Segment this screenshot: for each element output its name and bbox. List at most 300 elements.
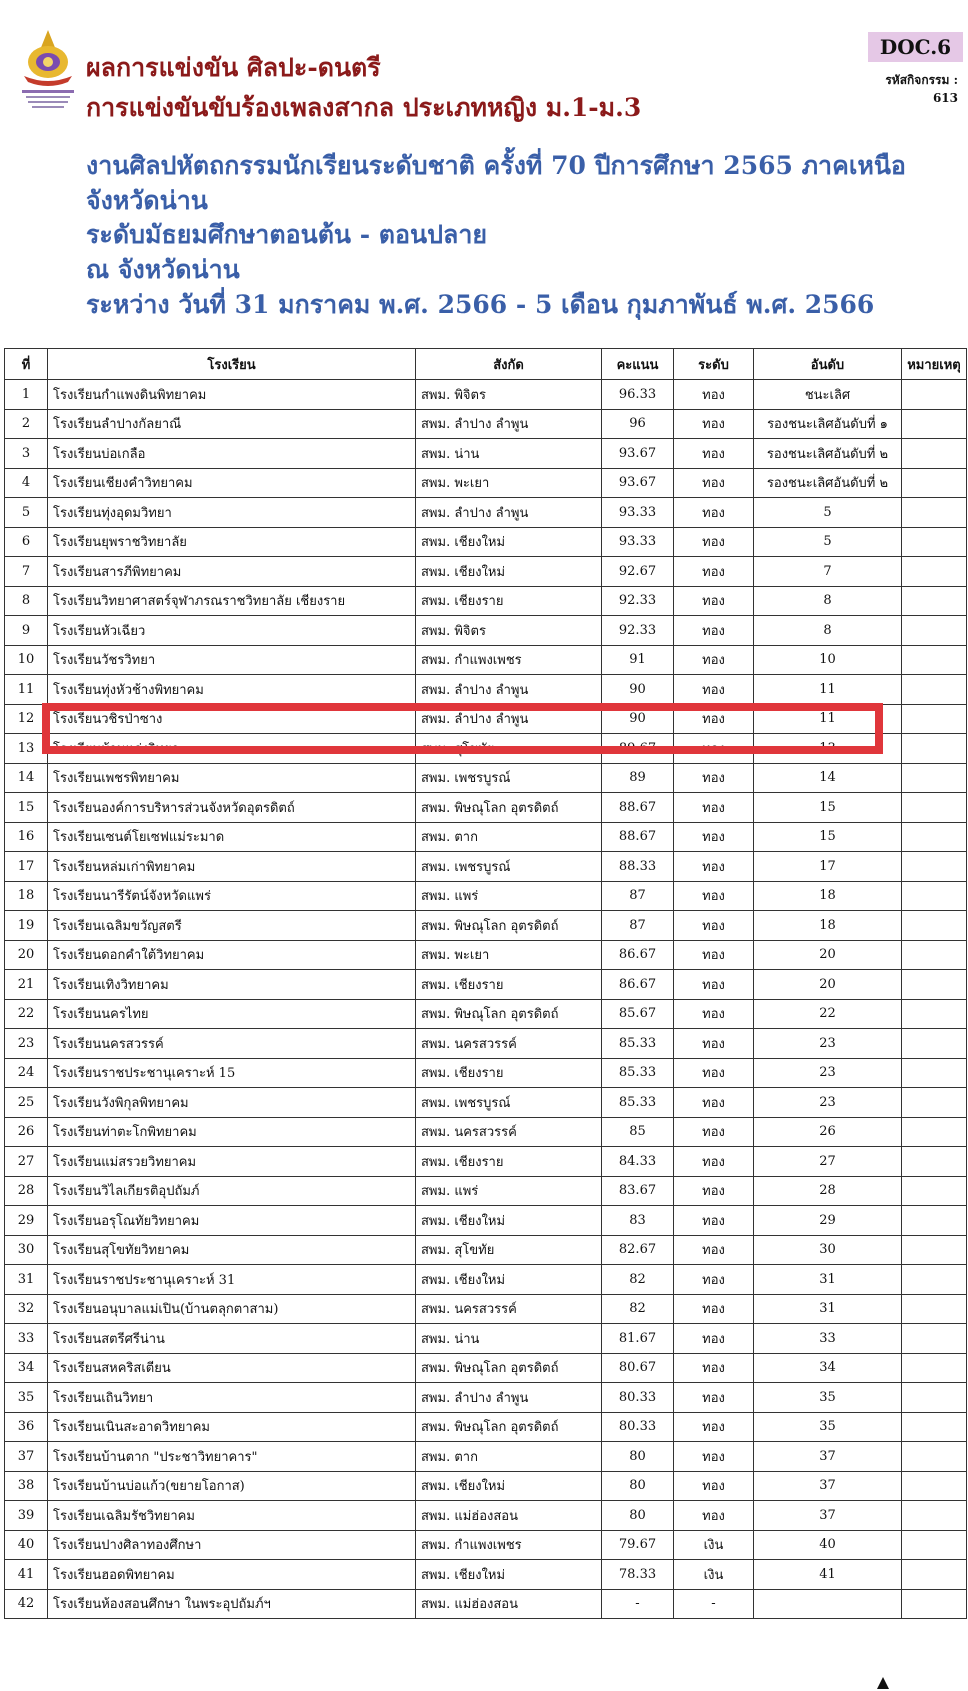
cell-level: ทอง bbox=[674, 1294, 754, 1324]
cell-level: ทอง bbox=[674, 793, 754, 823]
cell-remark bbox=[902, 704, 967, 734]
cell-level: ทอง bbox=[674, 1412, 754, 1442]
cell-level: ทอง bbox=[674, 999, 754, 1029]
cell-school: โรงเรียนบ้านบ่อแก้ว(ขยายโอกาส) bbox=[48, 1471, 416, 1501]
cell-no: 35 bbox=[5, 1383, 48, 1413]
cell-rank: 17 bbox=[754, 852, 902, 882]
cell-remark bbox=[902, 1471, 967, 1501]
cell-score: 86.67 bbox=[602, 940, 674, 970]
table-row bbox=[5, 1176, 967, 1206]
cell-remark bbox=[902, 911, 967, 941]
cell-no: 11 bbox=[5, 675, 48, 705]
cell-school: โรงเรียนเถินวิทยา bbox=[48, 1383, 416, 1413]
cell-school: โรงเรียนอรุโณทัยวิทยาคม bbox=[48, 1206, 416, 1236]
cell-level: ทอง bbox=[674, 704, 754, 734]
cell-no: 26 bbox=[5, 1117, 48, 1147]
cell-remark bbox=[902, 763, 967, 793]
cell-level: ทอง bbox=[674, 1471, 754, 1501]
cell-school: โรงเรียนเนินสะอาดวิทยาคม bbox=[48, 1412, 416, 1442]
table-row bbox=[5, 527, 967, 557]
cell-level: ทอง bbox=[674, 498, 754, 528]
cell-affiliation: สพม. ลำปาง ลำพูน bbox=[416, 704, 602, 734]
table-row bbox=[5, 793, 967, 823]
cell-remark bbox=[902, 1147, 967, 1177]
cell-no: 7 bbox=[5, 557, 48, 587]
cell-school: โรงเรียนนครสวรรค์ bbox=[48, 1029, 416, 1059]
table-row bbox=[5, 380, 967, 410]
cell-rank: 37 bbox=[754, 1471, 902, 1501]
cell-level: ทอง bbox=[674, 439, 754, 469]
cell-affiliation: สพม. นครสวรรค์ bbox=[416, 1117, 602, 1147]
cell-level: ทอง bbox=[674, 1383, 754, 1413]
cell-school: โรงเรียนราชประชานุเคราะห์ 31 bbox=[48, 1265, 416, 1295]
cell-no: 39 bbox=[5, 1501, 48, 1531]
cell-score: 93.33 bbox=[602, 498, 674, 528]
cell-affiliation: สพม. น่าน bbox=[416, 439, 602, 469]
cell-remark bbox=[902, 793, 967, 823]
cell-remark bbox=[902, 940, 967, 970]
cell-rank: 26 bbox=[754, 1117, 902, 1147]
cell-affiliation: สพม. เพชรบูรณ์ bbox=[416, 1088, 602, 1118]
cell-rank: รองชนะเลิศอันดับที่ ๒ bbox=[754, 468, 902, 498]
table-row bbox=[5, 498, 967, 528]
cell-level: - bbox=[674, 1589, 754, 1619]
col-header-remark: หมายเหตุ bbox=[902, 349, 967, 380]
cell-rank: 10 bbox=[754, 645, 902, 675]
cell-affiliation: สพม. พิษณุโลก อุตรดิตถ์ bbox=[416, 1353, 602, 1383]
cell-affiliation: สพม. นครสวรรค์ bbox=[416, 1294, 602, 1324]
table-row bbox=[5, 1530, 967, 1560]
table-row bbox=[5, 409, 967, 439]
cell-remark bbox=[902, 1530, 967, 1560]
cell-rank: 35 bbox=[754, 1383, 902, 1413]
cell-score: 92.67 bbox=[602, 557, 674, 587]
cell-affiliation: สพม. กำแพงเพชร bbox=[416, 645, 602, 675]
cell-affiliation: สพม. แม่ฮ่องสอน bbox=[416, 1589, 602, 1619]
cell-no: 16 bbox=[5, 822, 48, 852]
cell-no: 17 bbox=[5, 852, 48, 882]
cell-remark bbox=[902, 557, 967, 587]
cell-rank: 30 bbox=[754, 1235, 902, 1265]
cell-affiliation: สพม. พิษณุโลก อุตรดิตถ์ bbox=[416, 793, 602, 823]
table-row bbox=[5, 468, 967, 498]
cell-level: ทอง bbox=[674, 645, 754, 675]
cell-affiliation: สพม. ตาก bbox=[416, 822, 602, 852]
cell-score: 93.67 bbox=[602, 439, 674, 469]
table-row bbox=[5, 1147, 967, 1177]
col-header-affiliation: สังกัด bbox=[416, 349, 602, 380]
cell-rank: 5 bbox=[754, 498, 902, 528]
cell-level: ทอง bbox=[674, 380, 754, 410]
cell-level: ทอง bbox=[674, 409, 754, 439]
cell-school: โรงเรียนเชียงคำวิทยาคม bbox=[48, 468, 416, 498]
event-province: จังหวัดน่าน bbox=[86, 186, 208, 215]
cell-no: 36 bbox=[5, 1412, 48, 1442]
cell-affiliation: สพม. เชียงราย bbox=[416, 586, 602, 616]
cell-score: - bbox=[602, 1589, 674, 1619]
cell-no: 12 bbox=[5, 704, 48, 734]
cell-affiliation: สพม. พิษณุโลก อุตรดิตถ์ bbox=[416, 999, 602, 1029]
cell-school: โรงเรียนเฉลิมขวัญสตรี bbox=[48, 911, 416, 941]
cell-affiliation: สพม. เพชรบูรณ์ bbox=[416, 852, 602, 882]
table-row bbox=[5, 1353, 967, 1383]
cell-affiliation: สพม. พิษณุโลก อุตรดิตถ์ bbox=[416, 1412, 602, 1442]
cell-school: โรงเรียนหล่มเก่าพิทยาคม bbox=[48, 852, 416, 882]
cell-remark bbox=[902, 1088, 967, 1118]
cell-affiliation: สพม. เชียงใหม่ bbox=[416, 1560, 602, 1590]
cell-rank: 29 bbox=[754, 1206, 902, 1236]
cell-remark bbox=[902, 586, 967, 616]
cell-score: 80 bbox=[602, 1471, 674, 1501]
cell-score: 85.67 bbox=[602, 999, 674, 1029]
table-row bbox=[5, 1324, 967, 1354]
cell-affiliation: สพม. ลำปาง ลำพูน bbox=[416, 498, 602, 528]
cell-score: 85.33 bbox=[602, 1029, 674, 1059]
cell-score: 89.67 bbox=[602, 734, 674, 764]
cell-no: 8 bbox=[5, 586, 48, 616]
cell-rank: 8 bbox=[754, 586, 902, 616]
cell-level: ทอง bbox=[674, 1501, 754, 1531]
table-row bbox=[5, 881, 967, 911]
table-row bbox=[5, 1294, 967, 1324]
cell-level: ทอง bbox=[674, 1058, 754, 1088]
cell-no: 40 bbox=[5, 1530, 48, 1560]
cell-affiliation: สพม. พะเยา bbox=[416, 940, 602, 970]
cell-rank: ชนะเลิศ bbox=[754, 380, 902, 410]
table-row bbox=[5, 1560, 967, 1590]
cell-level: ทอง bbox=[674, 970, 754, 1000]
cell-school: โรงเรียนราชประชานุเคราะห์ 15 bbox=[48, 1058, 416, 1088]
cell-school: โรงเรียนบ้านตาก "ประชาวิทยาคาร" bbox=[48, 1442, 416, 1472]
table-row bbox=[5, 763, 967, 793]
table-row bbox=[5, 616, 967, 646]
cell-score: 88.67 bbox=[602, 793, 674, 823]
corner-arrow-icon bbox=[876, 1676, 890, 1690]
cell-level: ทอง bbox=[674, 1176, 754, 1206]
cell-remark bbox=[902, 1294, 967, 1324]
cell-school: โรงเรียนกำแพงดินพิทยาคม bbox=[48, 380, 416, 410]
cell-school: โรงเรียนวังพิกุลพิทยาคม bbox=[48, 1088, 416, 1118]
table-row bbox=[5, 1029, 967, 1059]
table-row bbox=[5, 1058, 967, 1088]
cell-rank: 35 bbox=[754, 1412, 902, 1442]
cell-level: ทอง bbox=[674, 1147, 754, 1177]
cell-level: ทอง bbox=[674, 1235, 754, 1265]
cell-score: 82.67 bbox=[602, 1235, 674, 1265]
cell-affiliation: สพม. ลำปาง ลำพูน bbox=[416, 1383, 602, 1413]
cell-rank: 15 bbox=[754, 793, 902, 823]
cell-rank: 31 bbox=[754, 1294, 902, 1324]
cell-score: 78.33 bbox=[602, 1560, 674, 1590]
cell-remark bbox=[902, 1442, 967, 1472]
cell-no: 38 bbox=[5, 1471, 48, 1501]
cell-score: 83.67 bbox=[602, 1176, 674, 1206]
cell-no: 41 bbox=[5, 1560, 48, 1590]
table-row bbox=[5, 1442, 967, 1472]
cell-remark bbox=[902, 1353, 967, 1383]
cell-school: โรงเรียนลำปางกัลยาณี bbox=[48, 409, 416, 439]
cell-no: 22 bbox=[5, 999, 48, 1029]
table-row bbox=[5, 999, 967, 1029]
event-dates: ระหว่าง วันที่ 31 มกราคม พ.ศ. 2566 - 5 เดือน กุมภาพันธ์ พ.ศ. 2566 bbox=[86, 290, 875, 319]
cell-school: โรงเรียนวิไลเกียรติอุปถัมภ์ bbox=[48, 1176, 416, 1206]
cell-affiliation: สพม. พิจิตร bbox=[416, 380, 602, 410]
highlight-box bbox=[42, 703, 883, 754]
cell-rank: 7 bbox=[754, 557, 902, 587]
col-header-score: คะแนน bbox=[602, 349, 674, 380]
cell-remark bbox=[902, 1206, 967, 1236]
cell-affiliation: สพม. เชียงราย bbox=[416, 1147, 602, 1177]
cell-school: โรงเรียนนารีรัตน์จังหวัดแพร่ bbox=[48, 881, 416, 911]
table-row bbox=[5, 822, 967, 852]
cell-school: โรงเรียนแม่สรวยวิทยาคม bbox=[48, 1147, 416, 1177]
cell-rank bbox=[754, 1589, 902, 1619]
cell-rank: 34 bbox=[754, 1353, 902, 1383]
cell-rank: 18 bbox=[754, 911, 902, 941]
cell-level: ทอง bbox=[674, 763, 754, 793]
cell-school: โรงเรียนสารภีพิทยาคม bbox=[48, 557, 416, 587]
cell-rank: 33 bbox=[754, 1324, 902, 1354]
results-table bbox=[4, 348, 967, 1619]
cell-school: โรงเรียนวชิรป่าซาง bbox=[48, 704, 416, 734]
cell-remark bbox=[902, 1117, 967, 1147]
cell-affiliation: สพม. แพร่ bbox=[416, 881, 602, 911]
table-row bbox=[5, 852, 967, 882]
cell-level: เงิน bbox=[674, 1560, 754, 1590]
cell-school: โรงเรียนวัชรวิทยา bbox=[48, 645, 416, 675]
cell-rank: 15 bbox=[754, 822, 902, 852]
cell-no: 19 bbox=[5, 911, 48, 941]
cell-no: 27 bbox=[5, 1147, 48, 1177]
activity-code-value: 613 bbox=[932, 91, 958, 105]
cell-level: ทอง bbox=[674, 911, 754, 941]
cell-no: 28 bbox=[5, 1176, 48, 1206]
cell-no: 42 bbox=[5, 1589, 48, 1619]
cell-school: โรงเรียนดอกคำใต้วิทยาคม bbox=[48, 940, 416, 970]
cell-score: 96 bbox=[602, 409, 674, 439]
cell-score: 85.33 bbox=[602, 1088, 674, 1118]
cell-school: โรงเรียนสตรีศรีน่าน bbox=[48, 1324, 416, 1354]
cell-level: ทอง bbox=[674, 616, 754, 646]
cell-remark bbox=[902, 616, 967, 646]
cell-score: 87 bbox=[602, 911, 674, 941]
cell-remark bbox=[902, 498, 967, 528]
col-header-no: ที่ bbox=[5, 349, 48, 380]
table-row bbox=[5, 1235, 967, 1265]
cell-score: 79.67 bbox=[602, 1530, 674, 1560]
cell-level: ทอง bbox=[674, 1442, 754, 1472]
table-row bbox=[5, 645, 967, 675]
cell-no: 33 bbox=[5, 1324, 48, 1354]
table-row bbox=[5, 439, 967, 469]
cell-remark bbox=[902, 1265, 967, 1295]
col-header-level: ระดับ bbox=[674, 349, 754, 380]
cell-score: 80 bbox=[602, 1442, 674, 1472]
cell-remark bbox=[902, 380, 967, 410]
cell-level: ทอง bbox=[674, 675, 754, 705]
table-row bbox=[5, 1471, 967, 1501]
cell-no: 15 bbox=[5, 793, 48, 823]
cell-rank: รองชนะเลิศอันดับที่ ๒ bbox=[754, 439, 902, 469]
cell-affiliation: สพม. เชียงราย bbox=[416, 970, 602, 1000]
cell-remark bbox=[902, 1501, 967, 1531]
cell-affiliation: สพม. เพชรบูรณ์ bbox=[416, 763, 602, 793]
cell-affiliation: สพม. กำแพงเพชร bbox=[416, 1530, 602, 1560]
cell-no: 25 bbox=[5, 1088, 48, 1118]
emblem-logo-icon bbox=[14, 28, 82, 112]
cell-school: โรงเรียนยุพราชวิทยาลัย bbox=[48, 527, 416, 557]
cell-level: ทอง bbox=[674, 734, 754, 764]
cell-level: เงิน bbox=[674, 1530, 754, 1560]
cell-level: ทอง bbox=[674, 468, 754, 498]
cell-no: 10 bbox=[5, 645, 48, 675]
cell-score: 88.67 bbox=[602, 822, 674, 852]
cell-score: 96.33 bbox=[602, 380, 674, 410]
cell-remark bbox=[902, 527, 967, 557]
cell-no: 21 bbox=[5, 970, 48, 1000]
cell-affiliation: สพม. เชียงใหม่ bbox=[416, 557, 602, 587]
cell-no: 29 bbox=[5, 1206, 48, 1236]
cell-score: 93.67 bbox=[602, 468, 674, 498]
cell-no: 2 bbox=[5, 409, 48, 439]
cell-score: 81.67 bbox=[602, 1324, 674, 1354]
cell-rank: 14 bbox=[754, 763, 902, 793]
cell-school: โรงเรียนบ้านแก่งวิทยา bbox=[48, 734, 416, 764]
cell-remark bbox=[902, 1029, 967, 1059]
cell-rank: 5 bbox=[754, 527, 902, 557]
doc-badge: DOC.6 bbox=[868, 32, 963, 62]
cell-score: 84.33 bbox=[602, 1147, 674, 1177]
cell-score: 80.33 bbox=[602, 1383, 674, 1413]
cell-no: 34 bbox=[5, 1353, 48, 1383]
cell-no: 13 bbox=[5, 734, 48, 764]
cell-no: 14 bbox=[5, 763, 48, 793]
cell-remark bbox=[902, 1324, 967, 1354]
cell-school: โรงเรียนนครไทย bbox=[48, 999, 416, 1029]
table-row bbox=[5, 911, 967, 941]
cell-score: 90 bbox=[602, 675, 674, 705]
cell-rank: 11 bbox=[754, 675, 902, 705]
cell-score: 82 bbox=[602, 1265, 674, 1295]
cell-affiliation: สพม. เชียงใหม่ bbox=[416, 1471, 602, 1501]
cell-affiliation: สพม. แพร่ bbox=[416, 1176, 602, 1206]
col-header-school: โรงเรียน bbox=[48, 349, 416, 380]
cell-rank: รองชนะเลิศอันดับที่ ๑ bbox=[754, 409, 902, 439]
cell-affiliation: สพม. เชียงใหม่ bbox=[416, 1265, 602, 1295]
cell-no: 24 bbox=[5, 1058, 48, 1088]
cell-score: 87 bbox=[602, 881, 674, 911]
cell-affiliation: สพม. พิษณุโลก อุตรดิตถ์ bbox=[416, 911, 602, 941]
cell-score: 90 bbox=[602, 704, 674, 734]
cell-remark bbox=[902, 734, 967, 764]
cell-school: โรงเรียนสหคริสเตียน bbox=[48, 1353, 416, 1383]
cell-score: 93.33 bbox=[602, 527, 674, 557]
cell-no: 3 bbox=[5, 439, 48, 469]
cell-level: ทอง bbox=[674, 527, 754, 557]
cell-score: 91 bbox=[602, 645, 674, 675]
table-row bbox=[5, 1501, 967, 1531]
table-row bbox=[5, 1265, 967, 1295]
cell-affiliation: สพม. พะเยา bbox=[416, 468, 602, 498]
cell-level: ทอง bbox=[674, 1324, 754, 1354]
cell-no: 20 bbox=[5, 940, 48, 970]
cell-affiliation: สพม. เชียงใหม่ bbox=[416, 1206, 602, 1236]
cell-rank: 37 bbox=[754, 1442, 902, 1472]
table-row bbox=[5, 586, 967, 616]
cell-affiliation: สพม. ตาก bbox=[416, 1442, 602, 1472]
cell-remark bbox=[902, 645, 967, 675]
cell-no: 6 bbox=[5, 527, 48, 557]
cell-rank: 40 bbox=[754, 1530, 902, 1560]
cell-rank: 18 bbox=[754, 881, 902, 911]
cell-level: ทอง bbox=[674, 1206, 754, 1236]
cell-affiliation: สพม. เชียงใหม่ bbox=[416, 527, 602, 557]
cell-affiliation: สพม. น่าน bbox=[416, 1324, 602, 1354]
cell-score: 89 bbox=[602, 763, 674, 793]
cell-score: 92.33 bbox=[602, 586, 674, 616]
cell-affiliation: สพม. แม่ฮ่องสอน bbox=[416, 1501, 602, 1531]
cell-no: 31 bbox=[5, 1265, 48, 1295]
cell-remark bbox=[902, 675, 967, 705]
event-name: งานศิลปหัตถกรรมนักเรียนระดับชาติ ครั้งที่ 70 ปีการศึกษา 2565 ภาคเหนือ bbox=[86, 151, 906, 180]
cell-school: โรงเรียนวิทยาศาสตร์จุฬาภรณราชวิทยาลัย เชียงราย bbox=[48, 586, 416, 616]
cell-school: โรงเรียนทุ่งอุดมวิทยา bbox=[48, 498, 416, 528]
table-row bbox=[5, 1206, 967, 1236]
table-row bbox=[5, 1383, 967, 1413]
cell-remark bbox=[902, 1589, 967, 1619]
cell-score: 82 bbox=[602, 1294, 674, 1324]
cell-school: โรงเรียนเฉลิมรัชวิทยาคม bbox=[48, 1501, 416, 1531]
cell-level: ทอง bbox=[674, 1265, 754, 1295]
table-header-row bbox=[5, 349, 967, 380]
cell-rank: 31 bbox=[754, 1265, 902, 1295]
cell-rank: 27 bbox=[754, 1147, 902, 1177]
col-header-rank: อันดับ bbox=[754, 349, 902, 380]
cell-no: 23 bbox=[5, 1029, 48, 1059]
cell-remark bbox=[902, 852, 967, 882]
cell-remark bbox=[902, 999, 967, 1029]
cell-level: ทอง bbox=[674, 557, 754, 587]
cell-score: 86.67 bbox=[602, 970, 674, 1000]
cell-school: โรงเรียนเพชรพิทยาคม bbox=[48, 763, 416, 793]
cell-remark bbox=[902, 1383, 967, 1413]
cell-no: 9 bbox=[5, 616, 48, 646]
cell-remark bbox=[902, 1235, 967, 1265]
cell-rank: 20 bbox=[754, 970, 902, 1000]
cell-affiliation: สพม. เชียงราย bbox=[416, 1058, 602, 1088]
cell-score: 80 bbox=[602, 1501, 674, 1531]
cell-remark bbox=[902, 1176, 967, 1206]
cell-remark bbox=[902, 822, 967, 852]
table-row bbox=[5, 1088, 967, 1118]
cell-remark bbox=[902, 468, 967, 498]
cell-remark bbox=[902, 439, 967, 469]
cell-remark bbox=[902, 1560, 967, 1590]
page-subtitle: การแข่งขันขับร้องเพลงสากล ประเภทหญิง ม.1-ม.3 bbox=[86, 93, 642, 122]
cell-rank: 23 bbox=[754, 1029, 902, 1059]
page-title: ผลการแข่งขัน ศิลปะ-ดนตรี bbox=[86, 53, 381, 82]
cell-affiliation: สพม. นครสวรรค์ bbox=[416, 1029, 602, 1059]
cell-school: โรงเรียนท่าตะโกพิทยาคม bbox=[48, 1117, 416, 1147]
cell-remark bbox=[902, 1058, 967, 1088]
cell-rank: 22 bbox=[754, 999, 902, 1029]
cell-affiliation: สพม. ลำปาง ลำพูน bbox=[416, 675, 602, 705]
cell-level: ทอง bbox=[674, 1117, 754, 1147]
cell-score: 80.33 bbox=[602, 1412, 674, 1442]
cell-rank: 23 bbox=[754, 1058, 902, 1088]
cell-level: ทอง bbox=[674, 1088, 754, 1118]
cell-score: 88.33 bbox=[602, 852, 674, 882]
